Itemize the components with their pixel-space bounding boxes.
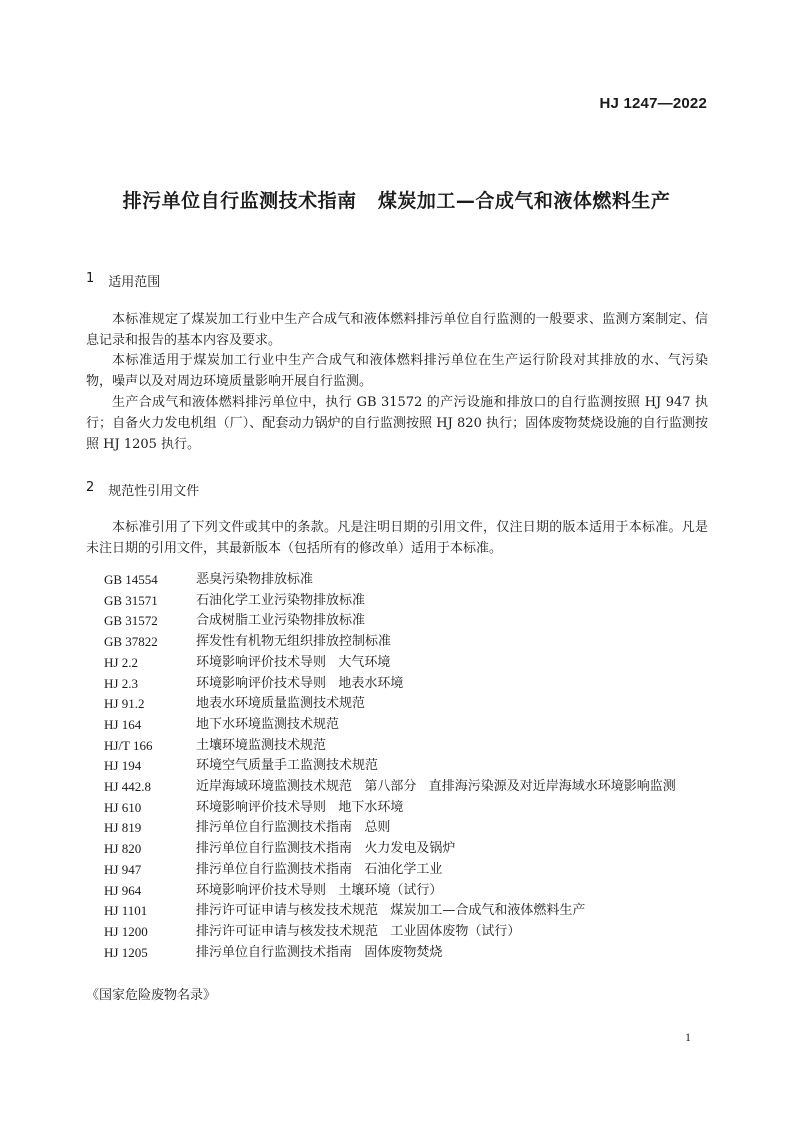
reference-code: HJ 442.8: [104, 779, 151, 795]
reference-code: GB 14554: [104, 572, 158, 587]
section-2-heading: [86, 480, 199, 499]
reference-item: [104, 777, 704, 798]
reference-code: HJ 164: [104, 716, 142, 732]
scope-paragraph: 本标准适用于煤炭加工行业中生产合成气和液体燃料排污单位在生产运行阶段对其排放的水、气污染物，噪声以及对周边环境质量影响开展自行监测。: [86, 353, 708, 389]
reference-title: 土壤环境监测技术规范: [196, 737, 327, 753]
reference-code: HJ 610: [104, 799, 142, 815]
section-number: 1: [86, 271, 95, 286]
reference-title: 地表水环境质量监测技术规范: [196, 696, 366, 712]
reference-item: [104, 839, 704, 860]
document-title: 排污单位自行监测技术指南 煤炭加工—合成气和液体燃料生产: [122, 190, 671, 212]
reference-code: HJ 820: [104, 841, 142, 857]
reference-code: HJ 964: [104, 882, 142, 898]
reference-item: [104, 715, 704, 736]
reference-item: [104, 632, 704, 653]
section-title: 规范性引用文件: [108, 484, 200, 499]
reference-item: [104, 736, 704, 757]
reference-title: 排污单位自行监测技术指南 石油化学工业: [196, 861, 443, 877]
standard-code: HJ 1247—2022: [599, 95, 707, 112]
reference-code: HJ 819: [104, 820, 142, 836]
reference-code: HJ 1205: [104, 944, 148, 960]
section-title: 适用范围: [108, 275, 161, 290]
reference-title: 恶臭污染物排放标准: [196, 572, 314, 587]
page-number: 1: [685, 1030, 691, 1044]
reference-code: GB 31571: [104, 592, 158, 608]
reference-list: [104, 570, 704, 963]
reference-title: 环境影响评价技术导则 土壤环境（试行）: [196, 882, 443, 898]
reference-item: [104, 901, 704, 922]
reference-item: [104, 591, 704, 612]
references-intro: 本标准引用了下列文件或其中的条款。凡是注明日期的引用文件，仅注日期的版本适用于本标准。凡是未注日期的引用文件，其最新版本（包括所有的修改单）适用于本标准。: [86, 520, 708, 556]
reference-item: [104, 818, 704, 839]
reference-code: HJ 91.2: [104, 696, 145, 712]
reference-code: HJ 1101: [104, 903, 148, 919]
reference-title: 地下水环境监测技术规范: [196, 716, 340, 732]
reference-title: 排污许可证申请与核发技术规范 煤炭加工—合成气和液体燃料生产: [196, 903, 586, 919]
reference-item: [104, 881, 704, 902]
reference-item: [104, 798, 704, 819]
reference-code: HJ 2.2: [104, 654, 138, 670]
reference-title: 环境影响评价技术导则 地下水环境: [196, 799, 404, 815]
reference-item: [104, 943, 704, 964]
reference-item: [104, 653, 704, 674]
reference-item: [104, 694, 704, 715]
reference-title: 石油化学工业污染物排放标准: [196, 592, 366, 608]
reference-item: [104, 570, 704, 591]
reference-item: [104, 611, 704, 632]
reference-title: 排污单位自行监测技术指南 固体废物焚烧: [196, 944, 443, 960]
section-number: 2: [86, 480, 95, 495]
reference-code: GB 37822: [104, 634, 158, 650]
scope-paragraph: 生产合成气和液体燃料排污单位中，执行 GB 31572 的产污设施和排放口的自行监测按照 HJ 947 执行；自备火力发电机组（厂）、配套动力锅炉的自行监测按照 HJ 820 执行；固体废物焚烧设施的自行监测按照 HJ 1205 执行。: [86, 395, 708, 452]
section-1-heading: [86, 271, 160, 290]
reference-item: [104, 860, 704, 881]
reference-title: 近岸海域环境监测技术规范 第八部分 直排海污染源及对近岸海域水环境影响监测: [196, 779, 676, 795]
scope-paragraph: 本标准规定了煤炭加工行业中生产合成气和液体燃料排污单位自行监测的一般要求、监测方案制定、信息记录和报告的基本内容及要求。: [86, 312, 708, 348]
reference-title: 排污单位自行监测技术指南 火力发电及锅炉: [196, 841, 456, 857]
reference-title: 合成树脂工业污染物排放标准: [196, 613, 366, 629]
reference-title: 环境影响评价技术导则 地表水环境: [196, 675, 404, 691]
reference-title: 环境影响评价技术导则 大气环境: [196, 654, 391, 670]
hazardous-waste-catalogue-reference: 《国家危险废物名录》: [86, 988, 217, 1003]
reference-code: HJ 2.3: [104, 675, 138, 691]
reference-code: HJ/T 166: [104, 737, 153, 753]
reference-code: HJ 194: [104, 758, 142, 774]
reference-title: 挥发性有机物无组织排放控制标准: [196, 634, 392, 650]
reference-item: [104, 922, 704, 943]
reference-code: HJ 947: [104, 861, 142, 877]
reference-title: 排污许可证申请与核发技术规范 工业固体废物（试行）: [196, 923, 521, 939]
reference-code: HJ 1200: [104, 923, 148, 939]
reference-code: GB 31572: [104, 613, 158, 629]
reference-item: [104, 674, 704, 695]
reference-item: [104, 756, 704, 777]
reference-title: 环境空气质量手工监测技术规范: [196, 758, 379, 774]
reference-title: 排污单位自行监测技术指南 总则: [196, 820, 391, 836]
